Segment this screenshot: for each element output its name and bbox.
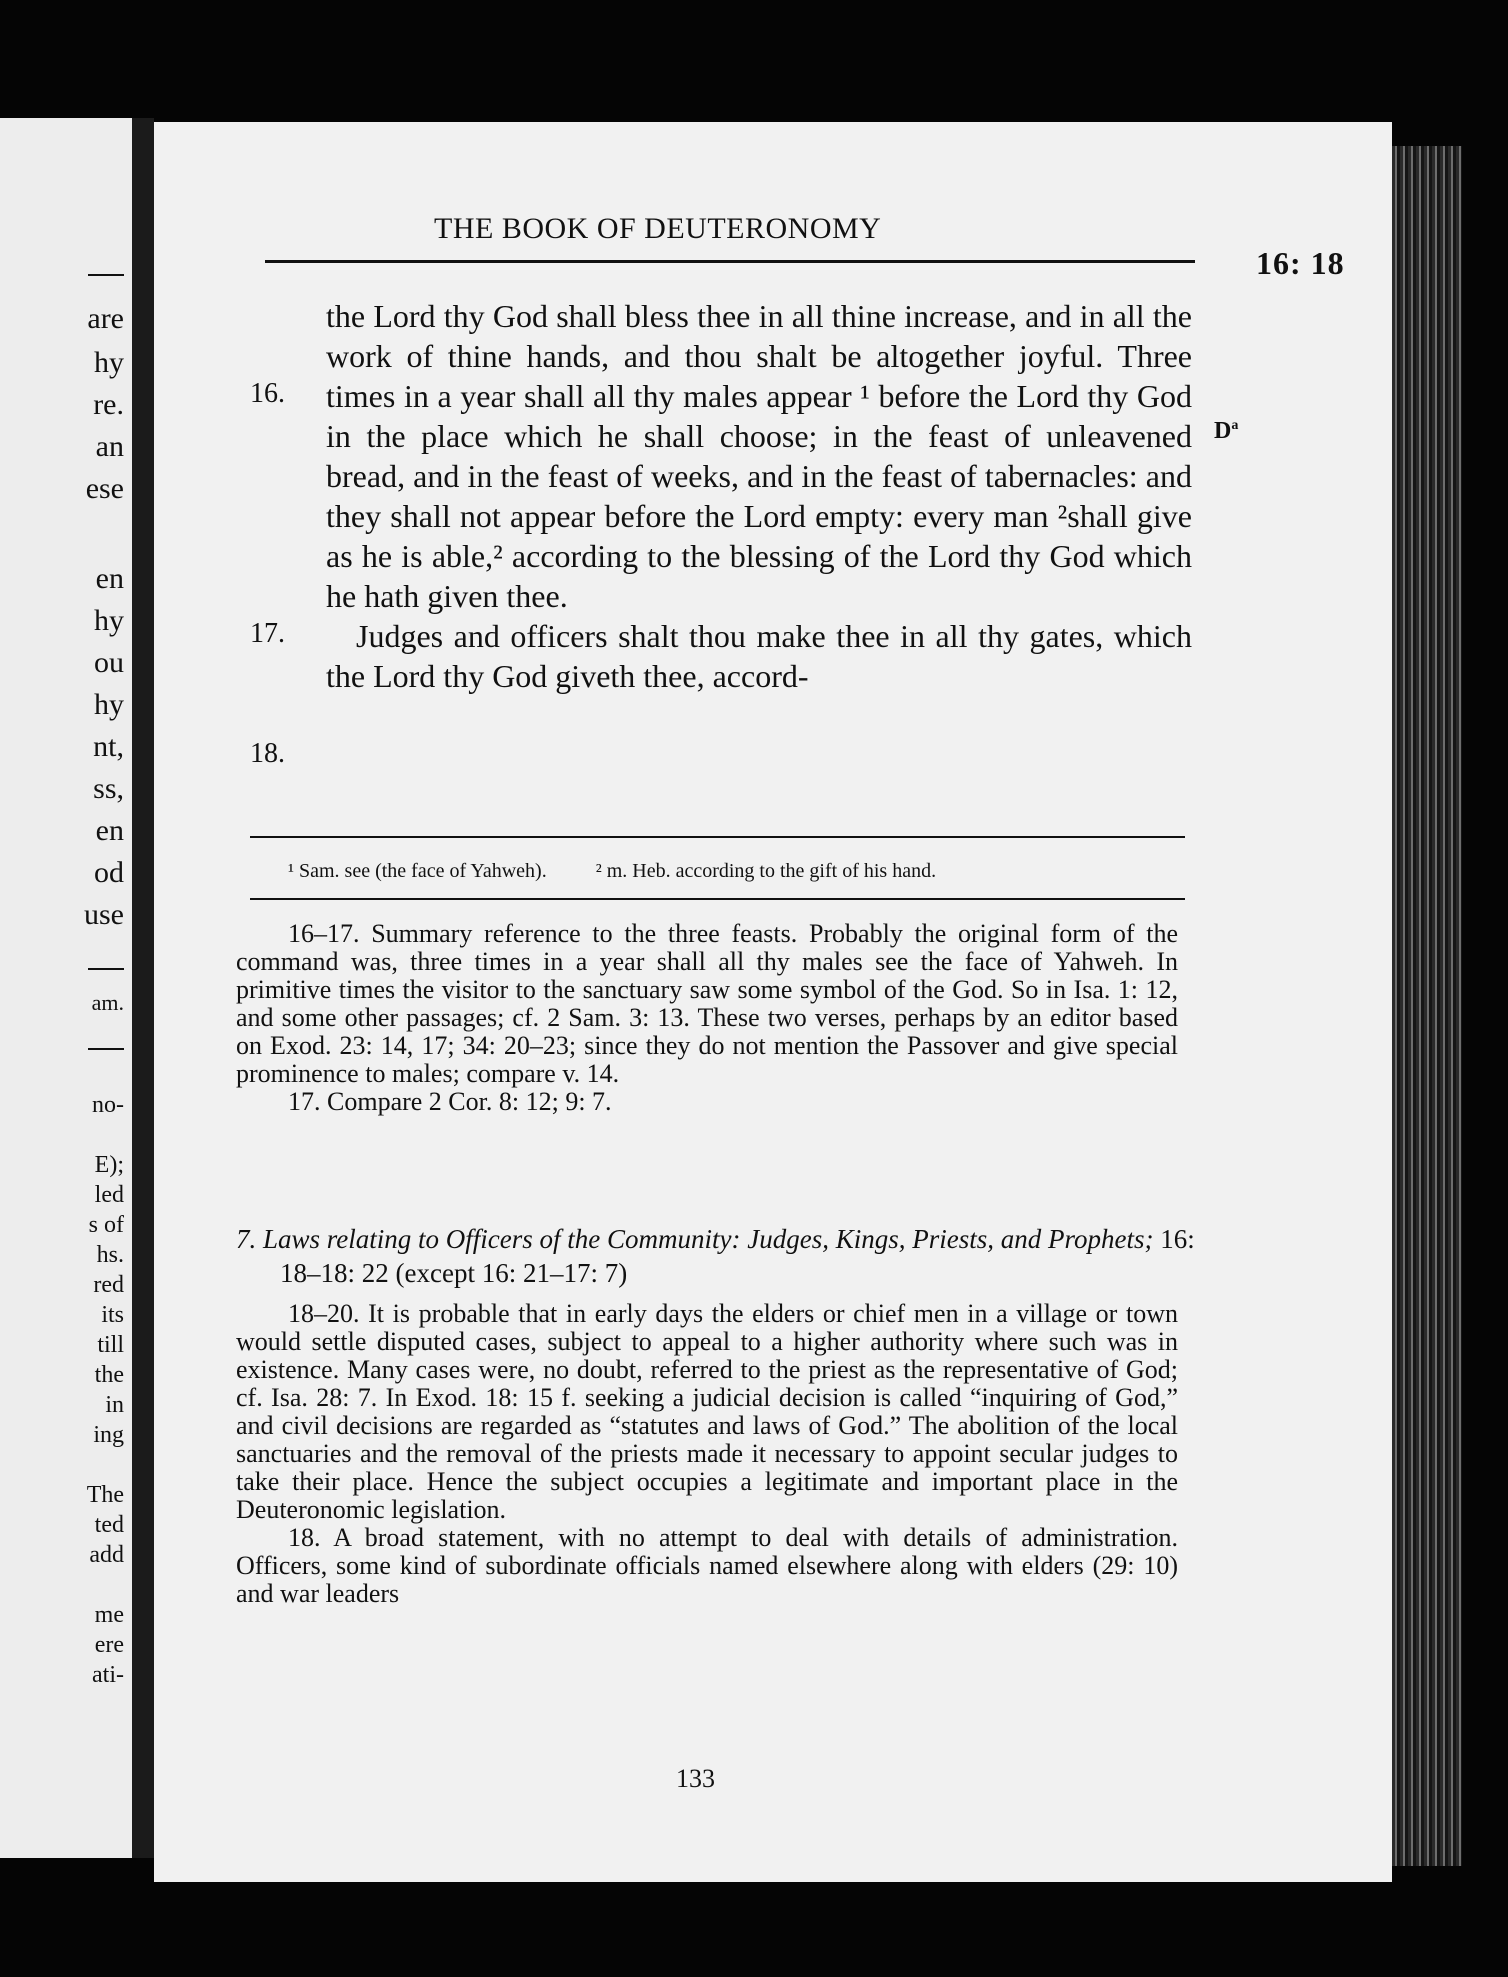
left-text: are: [87, 302, 124, 335]
commentary-block-2: [236, 1300, 1178, 1608]
section-heading-title: 7. Laws relating to Officers of the Community: Judges, Kings, Priests, and Prophets;: [236, 1224, 1154, 1254]
left-text: hs.: [96, 1242, 124, 1268]
page-edge: [1392, 146, 1462, 1866]
left-text: led: [94, 1182, 124, 1208]
verse-number: 16.: [250, 378, 285, 409]
left-page-fragment: [0, 118, 132, 1858]
left-text: ati-: [92, 1662, 124, 1688]
section-heading-range: 16: 18–18: 22 (except 16: 21–17: 7): [280, 1224, 1195, 1288]
left-text: ou: [94, 646, 124, 679]
verse-number: 17.: [250, 618, 285, 649]
left-text: no-: [92, 1092, 124, 1118]
left-text: od: [94, 856, 124, 889]
chapter-verse-ref: 16: 18: [1256, 245, 1345, 281]
verse-number: 18.: [250, 738, 285, 769]
left-text: nt,: [93, 730, 124, 763]
footnote-1: ¹ Sam. see (the face of Yahweh).: [288, 860, 547, 882]
left-text: ted: [94, 1512, 124, 1538]
left-text: ss,: [93, 772, 124, 805]
left-text: E);: [94, 1152, 124, 1178]
scripture-paragraph-18: Judges and officers shalt thou make thee in all thy gates, which the Lord thy God giveth thee, accord-: [326, 618, 1192, 694]
left-text: an: [95, 430, 124, 463]
note-18: 18. A broad statement, with no attempt to deal with details of administration. Officers, some kind of subordinate officials named elsewhere along with elders (29: 10) and war leaders: [236, 1523, 1178, 1608]
left-rule: [88, 274, 124, 276]
left-text: the: [94, 1362, 124, 1388]
left-text: hy: [94, 346, 124, 379]
left-rule: [88, 968, 124, 970]
section-heading: [236, 1222, 1222, 1290]
left-text: add: [89, 1542, 124, 1568]
left-rule: [88, 1048, 124, 1050]
left-text: in: [105, 1392, 124, 1418]
left-text: re.: [93, 388, 124, 421]
scripture-text: [326, 296, 1192, 696]
footnote-rule-top: [250, 836, 1185, 838]
left-text: hy: [94, 604, 124, 637]
note-17: 17. Compare 2 Cor. 8: 12; 9: 7.: [288, 1087, 612, 1116]
left-text: its: [101, 1302, 124, 1328]
footnotes: [288, 860, 1178, 883]
scripture-paragraph-16-17: the Lord thy God shall bless thee in all thine increase, and in all the work of thine hands, and thou shalt be altogether joyful. Three times in a year shall all thy males appear ¹ before the Lord thy God in the place which he shall choose; in the feast of unleavened bread, and in the feast of weeks, and in the feast of tabernacles: and they shall not appear before the Lord empty: every man ²shall give as he is able,² according to the blessing of the Lord thy God which he hath given thee.: [326, 298, 1192, 614]
footnote-rule-bottom: [250, 898, 1185, 900]
left-text: en: [95, 562, 124, 595]
commentary-block-1: [236, 920, 1178, 1116]
left-text: me: [94, 1602, 124, 1628]
left-text: till: [97, 1332, 124, 1358]
left-text: The: [86, 1482, 124, 1508]
left-text: ese: [85, 472, 124, 505]
left-text: en: [95, 814, 124, 847]
source-margin-mark: $D^a$: [1214, 418, 1239, 444]
left-text: red: [93, 1272, 124, 1298]
left-text: ere: [94, 1632, 124, 1658]
page-number: 133: [676, 1764, 715, 1793]
left-text: ing: [93, 1422, 124, 1448]
left-text: use: [84, 898, 124, 931]
note-18-20: 18–20. It is probable that in early days the elders or chief men in a village or town would settle disputed cases, subject to appeal to a higher authority where such was in existence. Many cases were, no doubt, referred to the priest as the representative of God; cf. Isa. 28: 7. In Exod. 18: 15 f. seeking a judicial decision is called “inquiring of God,” and civil decisions are regarded as “statutes and laws of God.” The abolition of the local sanctuaries and the removal of the priests made it necessary to appoint secular judges to take their place. Hence the subject occupies a legitimate and important place in the Deuteronomic legislation.: [236, 1299, 1178, 1524]
header-rule: [265, 260, 1195, 263]
footnote-2: ² m. Heb. according to the gift of his hand.: [595, 860, 937, 882]
running-title: THE BOOK OF DEUTERONOMY: [434, 212, 882, 245]
note-16-17: 16–17. Summary reference to the three feasts. Probably the original form of the command was, three times in a year shall all thy males see the face of Yahweh. In primitive times the visitor to the sanctuary saw some symbol of the God. So in Isa. 1: 12, and some other passages; cf. 2 Sam. 3: 13. These two verses, perhaps by an editor based on Exod. 23: 14, 17; 34: 20–23; since they do not mention the Passover and give special prominence to males; compare v. 14.: [236, 919, 1178, 1088]
left-text: am.: [91, 990, 124, 1015]
left-text: s of: [88, 1212, 124, 1238]
book-spine: [132, 118, 154, 1858]
left-text: hy: [94, 688, 124, 721]
